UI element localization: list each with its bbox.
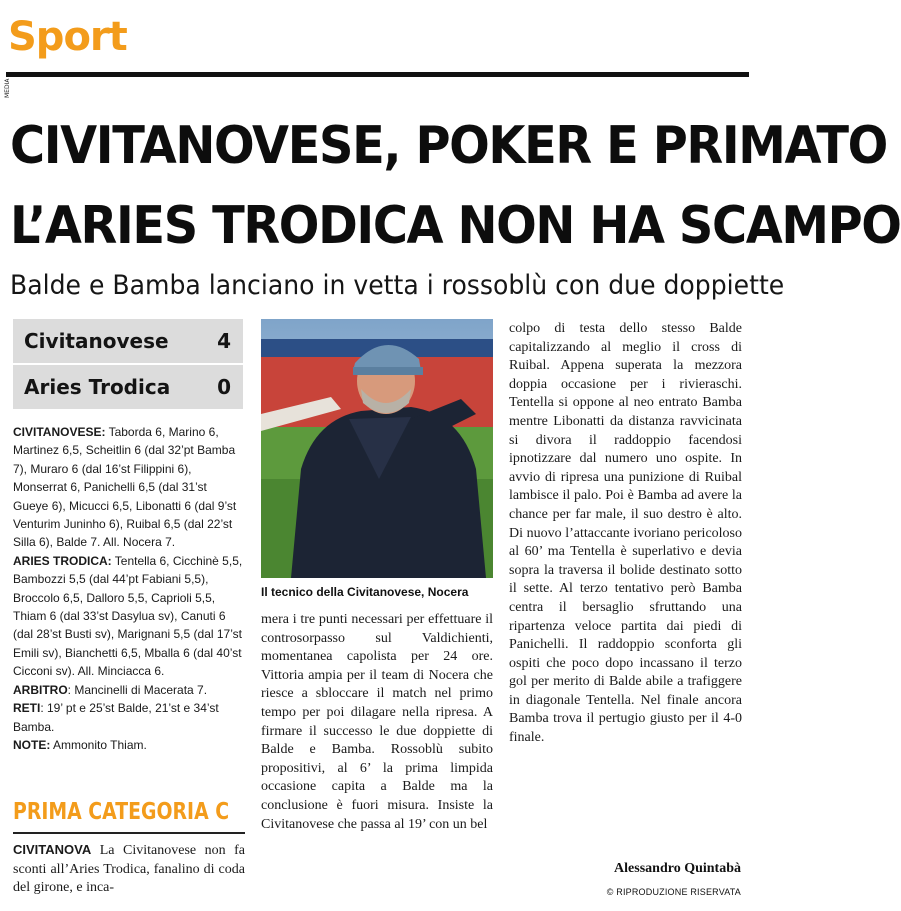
subheadline: Balde e Bamba lanciano in vetta i rossoblù con due doppiette (10, 270, 785, 301)
score-row-away (13, 365, 243, 409)
goals-text: : 19’ pt e 25’st Balde, 21’st e 34’st Bamba. (13, 701, 219, 734)
notes-text: Ammonito Thiam. (50, 737, 147, 752)
away-lineup-label: ARIES TRODICA: (13, 553, 112, 568)
away-lineup (13, 552, 245, 681)
match-details (13, 423, 245, 754)
home-lineup-label: CIVITANOVESE: (13, 425, 106, 439)
author-byline: Alessandro Quintabà (614, 861, 741, 876)
score-row-home (13, 319, 243, 363)
headline-line-1: CIVITANOVESE, POKER E PRIMATO (10, 116, 887, 176)
home-lineup-text: Taborda 6, Marino 6, Martinez 6,5, Scheitlin 6 (dal 32’pt Bamba 7), Muraro 6 (dal 16’st Filippini 6), Monserrat 6, Panichelli 6,5 (dal 31’st Gueye 6), Micucci 6,5, Libonatti 6 (dal 9’st Venturim Juninho 6), Ruibal 6,5 (dal 22’st Silla 6), Balde 7. All. Nocera 7. (13, 425, 237, 550)
article-text-1: La Civitanovese non fa sconti all’Aries Trodica, fanalino di coda del girone, e inca- (13, 843, 245, 896)
score-team: Civitanovese (24, 329, 169, 353)
away-lineup-text: Tentella 6, Cicchinè 5,5, Bambozzi 5,5 (dal 44’pt Fabiani 5,5), Broccolo 6,5, Dalloro 5,5, Caprioli 5,5, Thiam 6 (dal 33’st Dasylua sv), Canuti 6 (dal 28’st Busti sv), Marignani 5,5 (dal 17’st Emili sv), Bianchetti 6,5, Mballa 6 (dal 40’st Cicconi sv). All. Minciacca 6. (13, 553, 243, 679)
notes (13, 736, 245, 754)
article-column-2: mera i tre punti necessari per effettuare il controsorpasso sul Valdichienti, momentanea capolista per 24 ore. Vittoria ampia per il team di Nocera che riesce a sbloccare il match nel primo tempo per poi dilagare nella ripresa. A firmare il successo le due doppiette di Balde e Bamba. Rossoblù subito propositivi, al 6’ la prima limpida occasione capita a Balde ma la conclusione è fuori misura. Insiste la Civitanovese che passa al 19’ con un bel (261, 612, 493, 832)
section-label: Sport (8, 14, 127, 60)
dateline: CIVITANOVA (13, 842, 92, 857)
category-rule (13, 832, 245, 834)
referee-text: : Mancinelli di Macerata 7. (67, 682, 208, 697)
media-tag: MEDIA (4, 78, 11, 98)
referee (13, 681, 245, 699)
home-lineup (13, 423, 245, 552)
goals-label: RETI (13, 701, 41, 716)
copyright-notice: © RIPRODUZIONE RISERVATA (606, 887, 741, 897)
referee-label: ARBITRO (13, 682, 68, 697)
photo-caption: Il tecnico della Civitanovese, Nocera (261, 585, 469, 599)
top-rule (6, 72, 749, 77)
score-value: 0 (217, 375, 231, 399)
notes-label: NOTE: (13, 737, 51, 752)
score-value: 4 (217, 329, 231, 353)
headline-line-2: L’ARIES TRODICA NON HA SCAMPO (10, 196, 901, 256)
category-title: PRIMA CATEGORIA C (13, 799, 230, 825)
article-column-3: colpo di testa dello stesso Balde capitalizzando al meglio il cross di Ruibal. Appena superata la mezzora doppia occasione per i rivieraschi. Tentella si oppone al neo entrato Bamba mentre Libonatti da distanza ravvicinata si divora il raddoppio facendosi ipnotizzare dal numero uno ospite. In avvio di ripresa una punizione di Ruibal lambisce il palo. Poi è Bamba ad avere la chance per far male, il suo destro è alto. Di nuovo l’attaccante ivoriano pericoloso al 60’ ma Tentella è superlativo e devia sopra la traversa il bolide destinato sotto il sette. Al terzo tentativo però Bamba centra il bersaglio sfruttando una ripartenza veloce partita dai piedi di Panichelli. Il raddoppio sconforta gli ospiti che poco dopo incassano il terzo gol per merito di Balde abile a trafiggere in diagonale Tentella. Nel finale ancora Bamba trova il pertugio giusto per il 4-0 finale. (509, 321, 742, 746)
score-team: Aries Trodica (24, 375, 171, 399)
coach-photo (261, 319, 493, 578)
goals (13, 699, 245, 736)
article-column-1 (13, 841, 245, 898)
